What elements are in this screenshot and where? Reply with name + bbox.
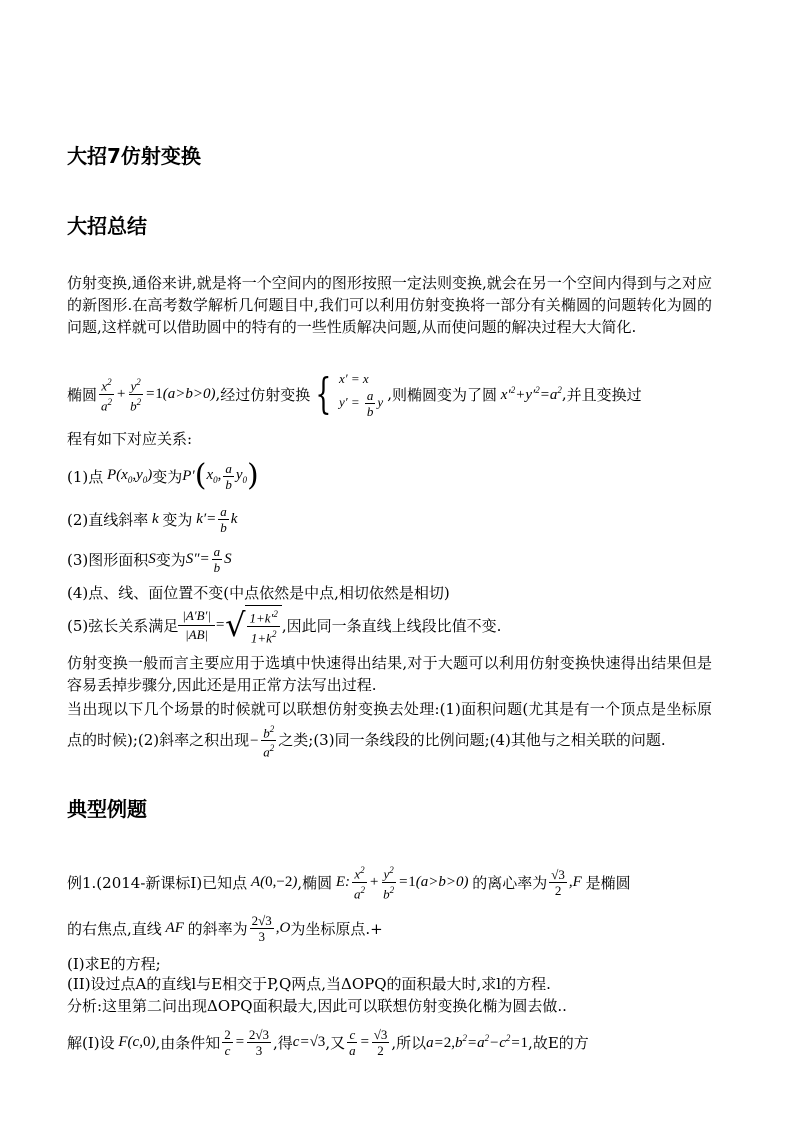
paragraph-scenarios: 当出现以下几个场景的时候就可以联想仿射变换去处理:(1)面积问题(尤其是有一个顶点是坐标原点的时候);(2)斜率之积出现− $\frac{b^2}{a^2}$ 之类;(3)同一条线段的比例问题;(4)其他与之相关联的问题. — [67, 700, 712, 760]
item-5: (5)弦长关系满足 $\frac{|A'B'|}{|AB|}$ = √ $\frac{1+k'^2}{1+k^2}$ ,因此同一条直线上线段比值不变. — [67, 606, 502, 645]
item-4: (4)点、线、面位置不变(中点依然是中点,相切依然是相切) — [67, 584, 450, 602]
intro-paragraph: 仿射变换,通俗来讲,就是将一个空间内的图形按照一定法则变换,就会在另一个空间内得到与之对应的新图形.在高考数学解析几何题目中,我们可以利用仿射变换将一部分有关椭圆的问题转化为圆的问题,这样就可以借助圆中的特有的一些性质解决问题,从而使问题的解决过程大大简化. — [67, 274, 712, 336]
analysis-line: 分析:这里第二问出现ΔOPQ面积最大,因此可以联想仿射变换化椭为圆去做.. — [67, 997, 567, 1015]
paragraph-usage: 仿射变换一般而言主要应用于选填中快速得出结果,对于大题可以利用仿射变换快速得出结果但是容易丢掉步骤分,因此还是用正常方法写出过程. — [67, 654, 712, 694]
example-1-line-2: 的右焦点,直线 AF 的斜率为 $\frac{2√3}{3}$ ,O 为坐标原点.+ — [67, 912, 383, 944]
ellipse-transform-line: 椭圆 $\frac{x^2}{a^2}$ + $\frac{y^2}{b^2}$ =1(a>b>0) , 经过仿射变换 { x′ = x y′ = $\frac{a}{b}$ y , 则椭圆变为了圆 $x'^2+y'^2=a^2$ , 并且变换过 — [67, 369, 642, 419]
ellipse-transform-cont: 程有如下对应关系: — [67, 430, 193, 448]
page-title: 大招7仿射变换 — [67, 144, 201, 168]
solution-line: 解(I)设 F(c,0) ,由条件知 $\frac{2}{c}$ = $\frac{2√3}{3}$ ,得 c=√3 ,又 $\frac{c}{a}$ = $\frac{√3}{2}$ ,所以 $a=2,b^2=a^2-c^2=1$ ,故E的方 — [67, 1026, 589, 1058]
example-1-line-1: 例1.(2014-新课标I)已知点 A(0,−2) ,椭圆 E: $\frac{x^2}{a^2}$ + $\frac{y^2}{b^2}$ =1(a>b>0) 的离心率为 $\frac{√3}{2}$ ,F 是椭圆 — [67, 865, 631, 901]
question-2: (II)设过点A的直线l与E相交于P,Q两点,当ΔOPQ的面积最大时,求l的方程. — [67, 975, 551, 993]
section-heading-examples: 典型例题 — [67, 797, 147, 821]
section-heading-summary: 大招总结 — [67, 214, 147, 238]
item-1: (1)点 $P(x_0,y_0)$ 变为 P′ ( $x_0$, $\frac{a}{b}$ $y_0$ ) — [67, 458, 259, 493]
left-brace-icon: { — [315, 369, 332, 418]
question-1: (I)求E的方程; — [67, 955, 161, 973]
item-2: (2)直线斜率 k 变为 k′= $\frac{a}{b}$ k — [67, 503, 238, 535]
item-3: (3)图形面积 S 变为 S″= $\frac{a}{b}$ S — [67, 543, 232, 575]
